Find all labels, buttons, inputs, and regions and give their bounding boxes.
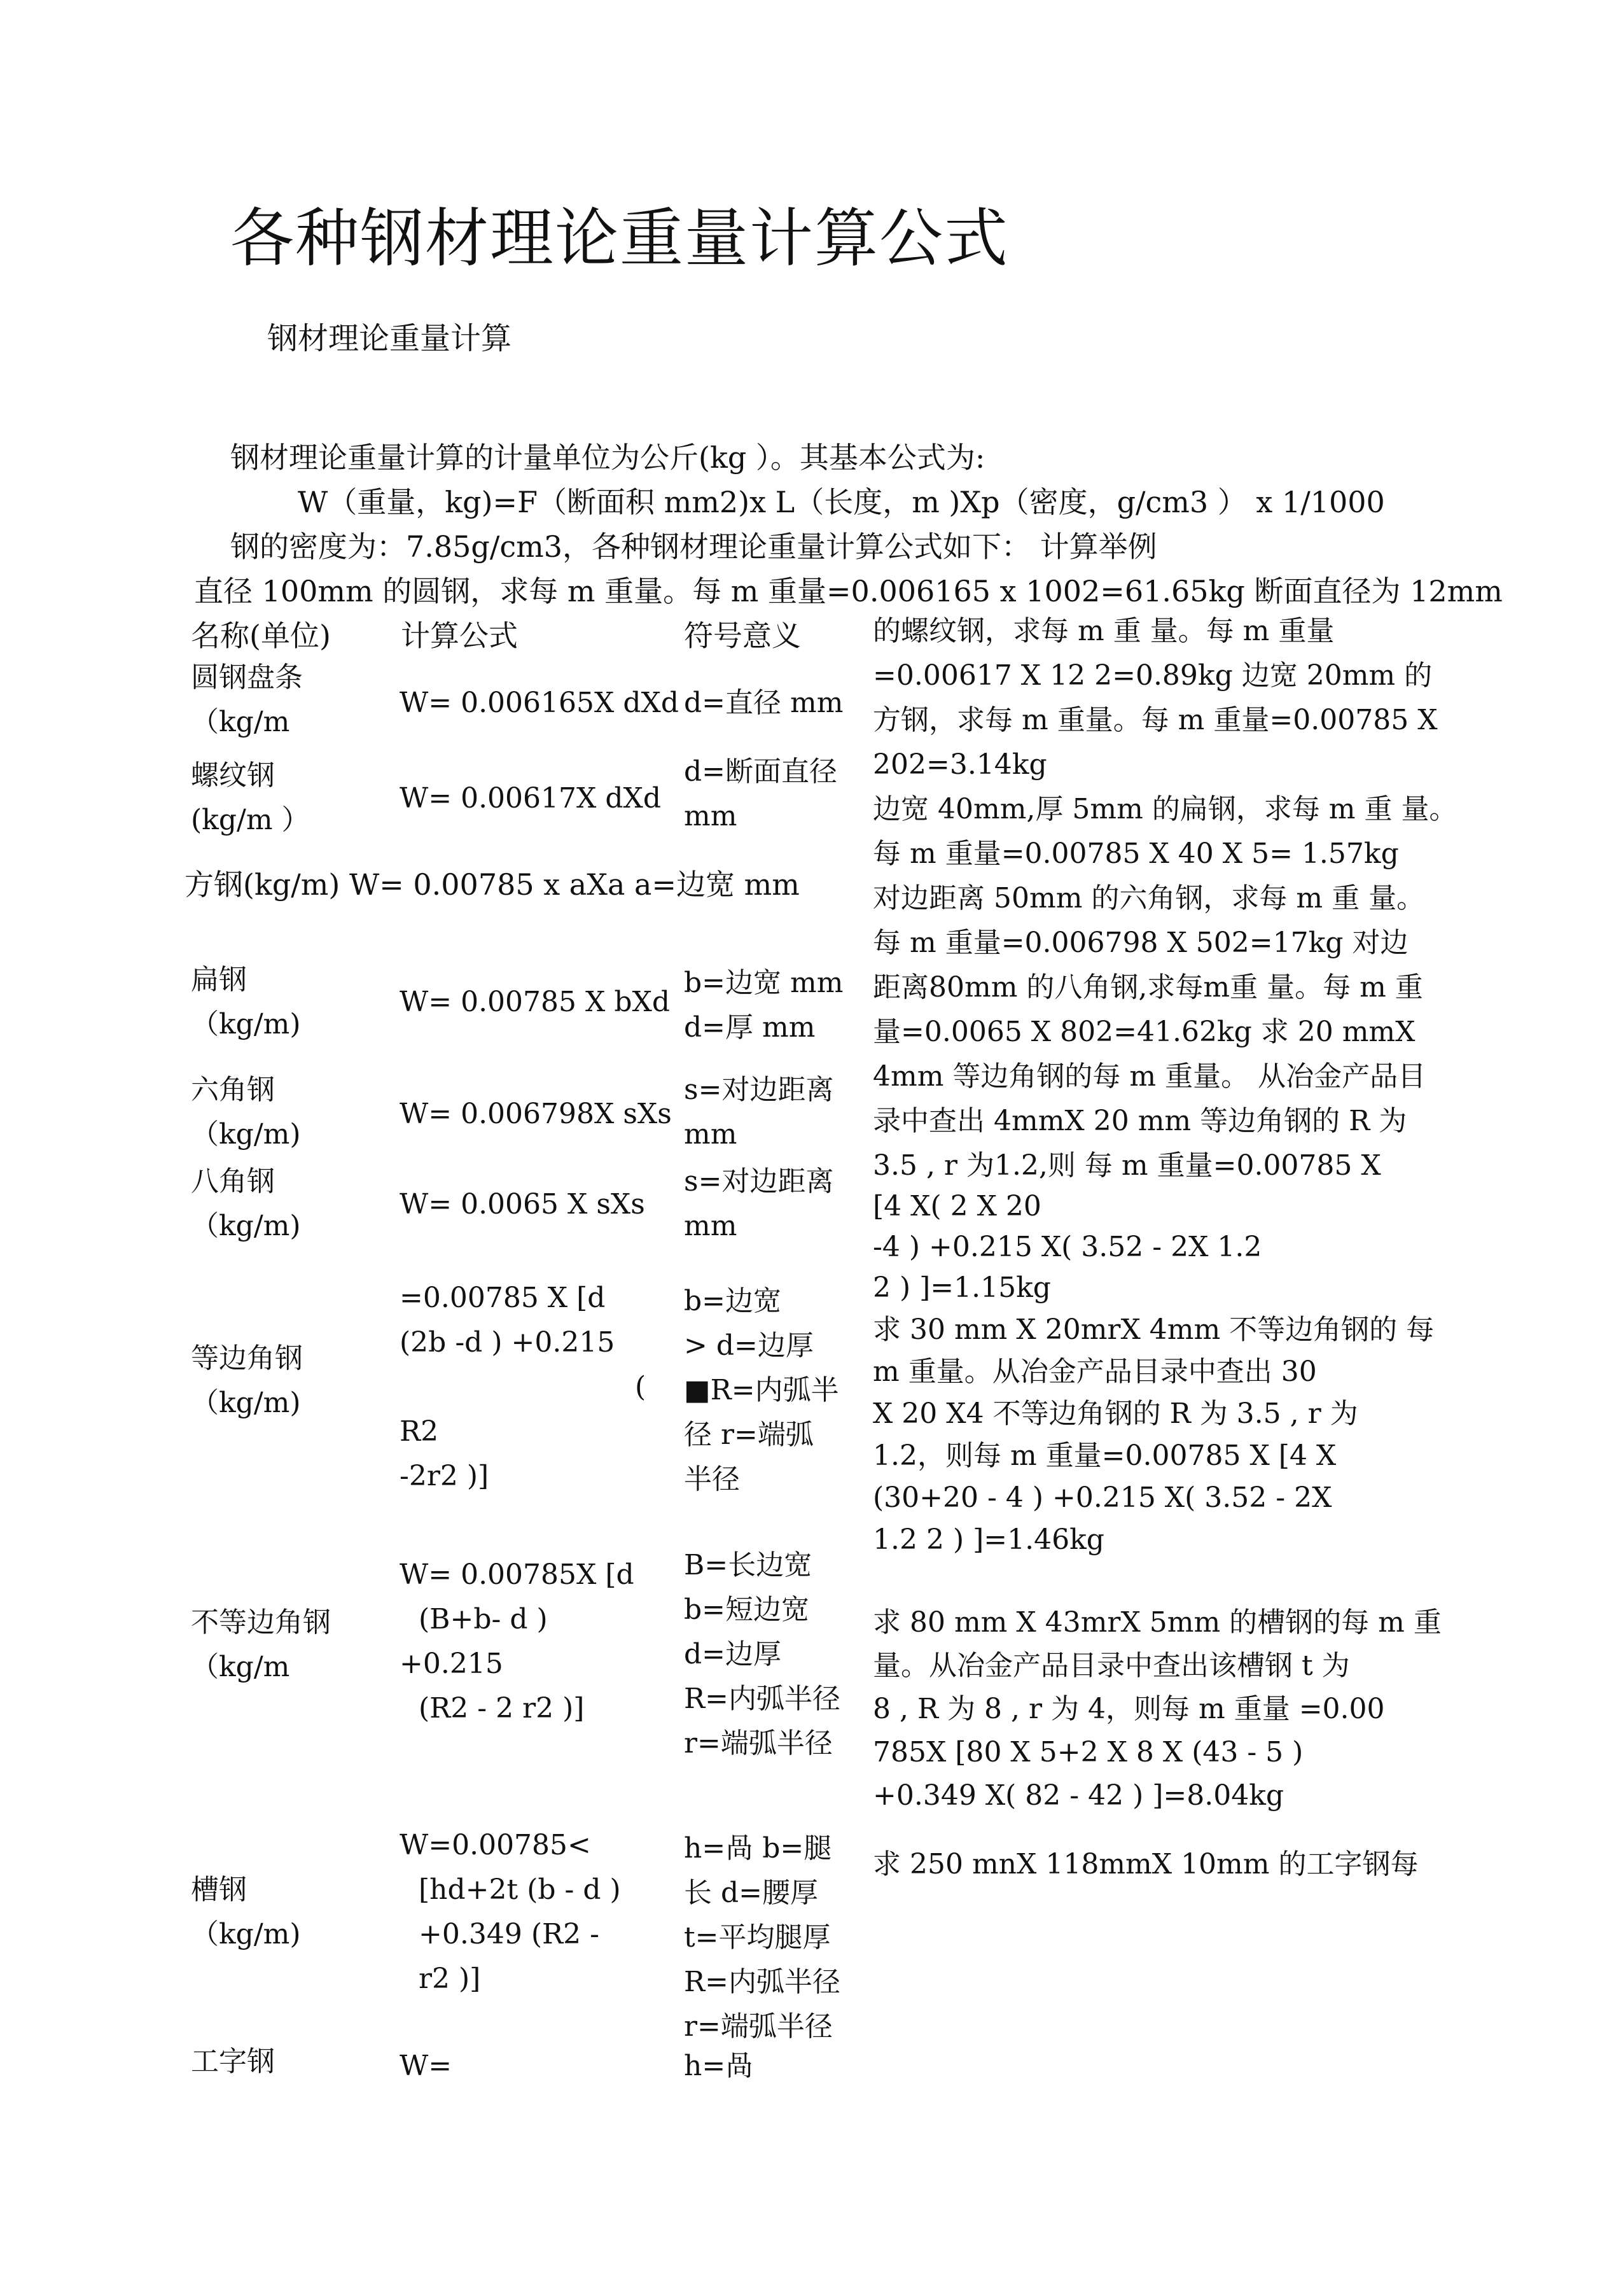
example-line: 求 30 mm X 20mrX 4mm 不等边角钢的 每: [873, 1313, 1435, 1346]
cell-line: W= 0.00785X [d: [400, 1558, 634, 1591]
table-row-square-steel: 方钢(kg/m) W= 0.00785 x aXa a=边宽 mm: [184, 867, 800, 902]
example-line: 方钢，求每 m 重量。每 m 重量=0.00785 X: [873, 704, 1438, 736]
cell-line: h=咼: [684, 2050, 754, 2082]
example-line: m 重量。从冶金产品目录中查出 30: [873, 1355, 1317, 1388]
table-cell-name: [191, 958, 301, 1047]
intro-line: 直径 100mm 的圆钢，求每 m 重量。每 m 重量=0.006165 x 1002=61.65kg 断面直径为 12mm: [194, 574, 1503, 608]
example-line: 边宽 40mm,厚 5mm 的扁钢，求每 m 重 量。: [873, 793, 1458, 825]
cell-line: =0.00785 X [d: [400, 1282, 606, 1314]
cell-line: (: [635, 1371, 646, 1403]
intro-formula: W（重量，kg)=F（断面积 mm2)x L（长度，m )Xp（密度，g/cm3 ） x 1/1000: [298, 485, 1385, 519]
cell-line: b=边宽: [684, 1285, 782, 1317]
example-line: 4mm 等边角钢的每 m 重量。 从冶金产品目: [873, 1060, 1426, 1093]
cell-line: d=断面直径: [684, 755, 838, 788]
table-cell-formula: [400, 980, 670, 1025]
cell-line: （kg/m): [191, 1118, 301, 1151]
example-line: 录中查出 4mmX 20 mm 等边角钢的 R 为: [873, 1105, 1407, 1137]
cell-line: 八角钢: [191, 1165, 275, 1198]
cell-line: 圆钢盘条: [191, 661, 303, 694]
table-cell-name: [191, 2040, 275, 2084]
cell-line: ■R=内弧半: [684, 1374, 839, 1406]
cell-line: B=长边宽: [684, 1549, 812, 1581]
cell-line: (R2 - 2 r2 )]: [419, 1692, 585, 1725]
example-line: (30+20 - 4 ) +0.215 X( 3.52 - 2X: [873, 1481, 1332, 1514]
cell-line: W= 0.0065 X sXs: [400, 1188, 645, 1221]
cell-line: 不等边角钢: [191, 1606, 331, 1639]
example-line: 量。从冶金产品目录中查出该槽钢 t 为: [873, 1649, 1350, 1682]
example-line: [4 X( 2 X 20: [873, 1190, 1041, 1222]
example-line: 1.2 2 ) ]=1.46kg: [873, 1523, 1104, 1556]
table-header-name: 名称(单位): [191, 619, 331, 653]
table-cell-meaning: [684, 750, 837, 839]
table-cell-formula: [400, 1092, 672, 1137]
intro-line: 钢材理论重量计算的计量单位为公斤(kg ）。其基本公式为:: [230, 440, 985, 475]
cell-line: 螺纹钢: [191, 759, 275, 792]
cell-line: W=: [400, 2050, 452, 2082]
cell-line: （kg/m): [191, 1210, 301, 1242]
example-line: 对边距离 50mm 的六角钢，求每 m 重 量。: [873, 882, 1425, 914]
table-cell-formula: [400, 776, 661, 821]
cell-line: W= 0.006165X dXd: [400, 687, 679, 719]
example-line: 2 ) ]=1.15kg: [873, 1271, 1051, 1304]
cell-line: mm: [684, 1118, 737, 1151]
table-cell-meaning: [684, 1279, 839, 1502]
example-line: 量=0.0065 X 802=41.62kg 求 20 mmX: [873, 1016, 1416, 1048]
example-line: 的螺纹钢，求每 m 重 量。每 m 重量: [873, 615, 1335, 647]
cell-line: （kg/m: [191, 706, 290, 738]
example-line: 3.5 , r 为1.2,则 每 m 重量=0.00785 X: [873, 1149, 1381, 1182]
table-cell-name: [191, 1868, 301, 1957]
cell-line: d=厚 mm: [684, 1011, 816, 1044]
cell-line: d=直径 mm: [684, 687, 844, 719]
cell-line: W= 0.00617X dXd: [400, 782, 661, 815]
table-cell-name: [191, 1068, 301, 1157]
cell-line: +0.215: [400, 1648, 503, 1680]
cell-line: 径 r=端弧: [684, 1418, 814, 1451]
cell-line: [hd+2t (b - d ): [419, 1873, 621, 1906]
cell-line: R=内弧半径: [684, 1966, 840, 1998]
example-line: 785X [80 X 5+2 X 8 X (43 - 5 ): [873, 1736, 1304, 1768]
cell-line: 槽钢: [191, 1873, 247, 1906]
example-line: 1.2，则每 m 重量=0.00785 X [4 X: [873, 1439, 1337, 1472]
cell-line: b=短边宽: [684, 1593, 810, 1626]
cell-line: W=0.00785<: [400, 1829, 591, 1861]
table-cell-meaning: [684, 2044, 753, 2089]
cell-line: 半径: [684, 1463, 740, 1495]
cell-line: 长 d=腰厚: [684, 1877, 819, 1909]
example-line: 202=3.14kg: [873, 748, 1047, 781]
table-cell-meaning: [684, 1159, 833, 1249]
example-line: 距离80mm 的八角钢,求每m重 量。每 m 重: [873, 971, 1423, 1004]
cell-line: W= 0.00785 X bXd: [400, 986, 670, 1018]
table-cell-meaning: [684, 1826, 840, 2049]
cell-line: b=边宽 mm: [684, 967, 844, 999]
cell-line: 扁钢: [191, 963, 247, 996]
cell-line: (B+b- d ): [419, 1603, 548, 1635]
cell-line: h=咼 b=腿: [684, 1832, 832, 1865]
table-header-meaning: 符号意义: [684, 619, 801, 653]
table-cell-formula: [400, 681, 679, 725]
table-cell-meaning: [684, 681, 843, 725]
cell-line: （kg/m): [191, 1008, 301, 1040]
cell-line: R2: [400, 1415, 439, 1448]
cell-line: +0.349 (R2 -: [419, 1918, 599, 1950]
table-cell-name: [191, 1159, 301, 1249]
cell-line: s=对边距离: [684, 1074, 834, 1106]
cell-line: r=端弧半径: [684, 2010, 833, 2043]
subtitle: 钢材理论重量计算: [267, 321, 512, 356]
cell-line: s=对边距离: [684, 1165, 834, 1198]
intro-line: 钢的密度为：7.85g/cm3，各种钢材理论重量计算公式如下： 计算举例: [230, 529, 1157, 564]
table-cell-name: [191, 1336, 303, 1425]
cell-line: t=平均腿厚: [684, 1921, 831, 1954]
cell-line: 六角钢: [191, 1074, 275, 1106]
page-title: 各种钢材理论重量计算公式: [230, 201, 1009, 276]
cell-line: W= 0.006798X sXs: [400, 1098, 672, 1130]
table-cell-formula: [400, 1553, 634, 1731]
cell-line: （kg/m): [191, 1387, 301, 1419]
cell-line: d=边厚: [684, 1638, 782, 1670]
example-line: +0.349 X( 82 - 42 ) ]=8.04kg: [873, 1779, 1284, 1812]
example-line: X 20 X4 不等边角钢的 R 为 3.5 , r 为: [873, 1397, 1358, 1430]
example-line: =0.00617 X 12 2=0.89kg 边宽 20mm 的: [873, 659, 1433, 692]
table-cell-name: [191, 655, 303, 745]
cell-line: （kg/m: [191, 1651, 290, 1683]
cell-line: (2b -d ) +0.215: [400, 1326, 615, 1359]
example-line: 8 , R 为 8 , r 为 4，则每 m 重量 =0.00: [873, 1693, 1385, 1725]
table-header-formula: 计算公式: [401, 619, 518, 653]
cell-line: -2r2 )]: [400, 1460, 489, 1492]
example-line: 每 m 重量=0.00785 X 40 X 5= 1.57kg: [873, 837, 1399, 870]
example-line: 每 m 重量=0.006798 X 502=17kg 对边: [873, 927, 1409, 959]
table-cell-meaning: [684, 961, 843, 1050]
cell-line: (kg/m ）: [191, 804, 310, 836]
cell-line: mm: [684, 1210, 737, 1242]
cell-line: R=内弧半径: [684, 1683, 840, 1715]
table-cell-meaning: [684, 1068, 833, 1157]
example-line: 求 250 mnX 118mmX 10mm 的工字钢每: [873, 1848, 1419, 1880]
example-line: 求 80 mm X 43mrX 5mm 的槽钢的每 m 重: [873, 1606, 1442, 1639]
table-cell-formula: [400, 1182, 645, 1227]
cell-line: （kg/m): [191, 1918, 301, 1950]
example-line: -4 ) +0.215 X( 3.52 - 2X 1.2: [873, 1231, 1262, 1263]
table-cell-meaning: [684, 1543, 840, 1766]
cell-line: 工字钢: [191, 2045, 275, 2078]
table-cell-formula: [400, 2044, 452, 2089]
cell-line: r=端弧半径: [684, 1727, 833, 1760]
table-cell-name: [191, 753, 310, 843]
table-cell-formula: [400, 1823, 621, 2001]
cell-line: r2 )]: [419, 1963, 481, 1995]
table-cell-name: [191, 1600, 331, 1690]
cell-line: mm: [684, 800, 737, 832]
cell-line: > d=边厚: [684, 1329, 814, 1362]
table-cell-formula: [400, 1276, 646, 1499]
cell-line: 等边角钢: [191, 1342, 303, 1375]
